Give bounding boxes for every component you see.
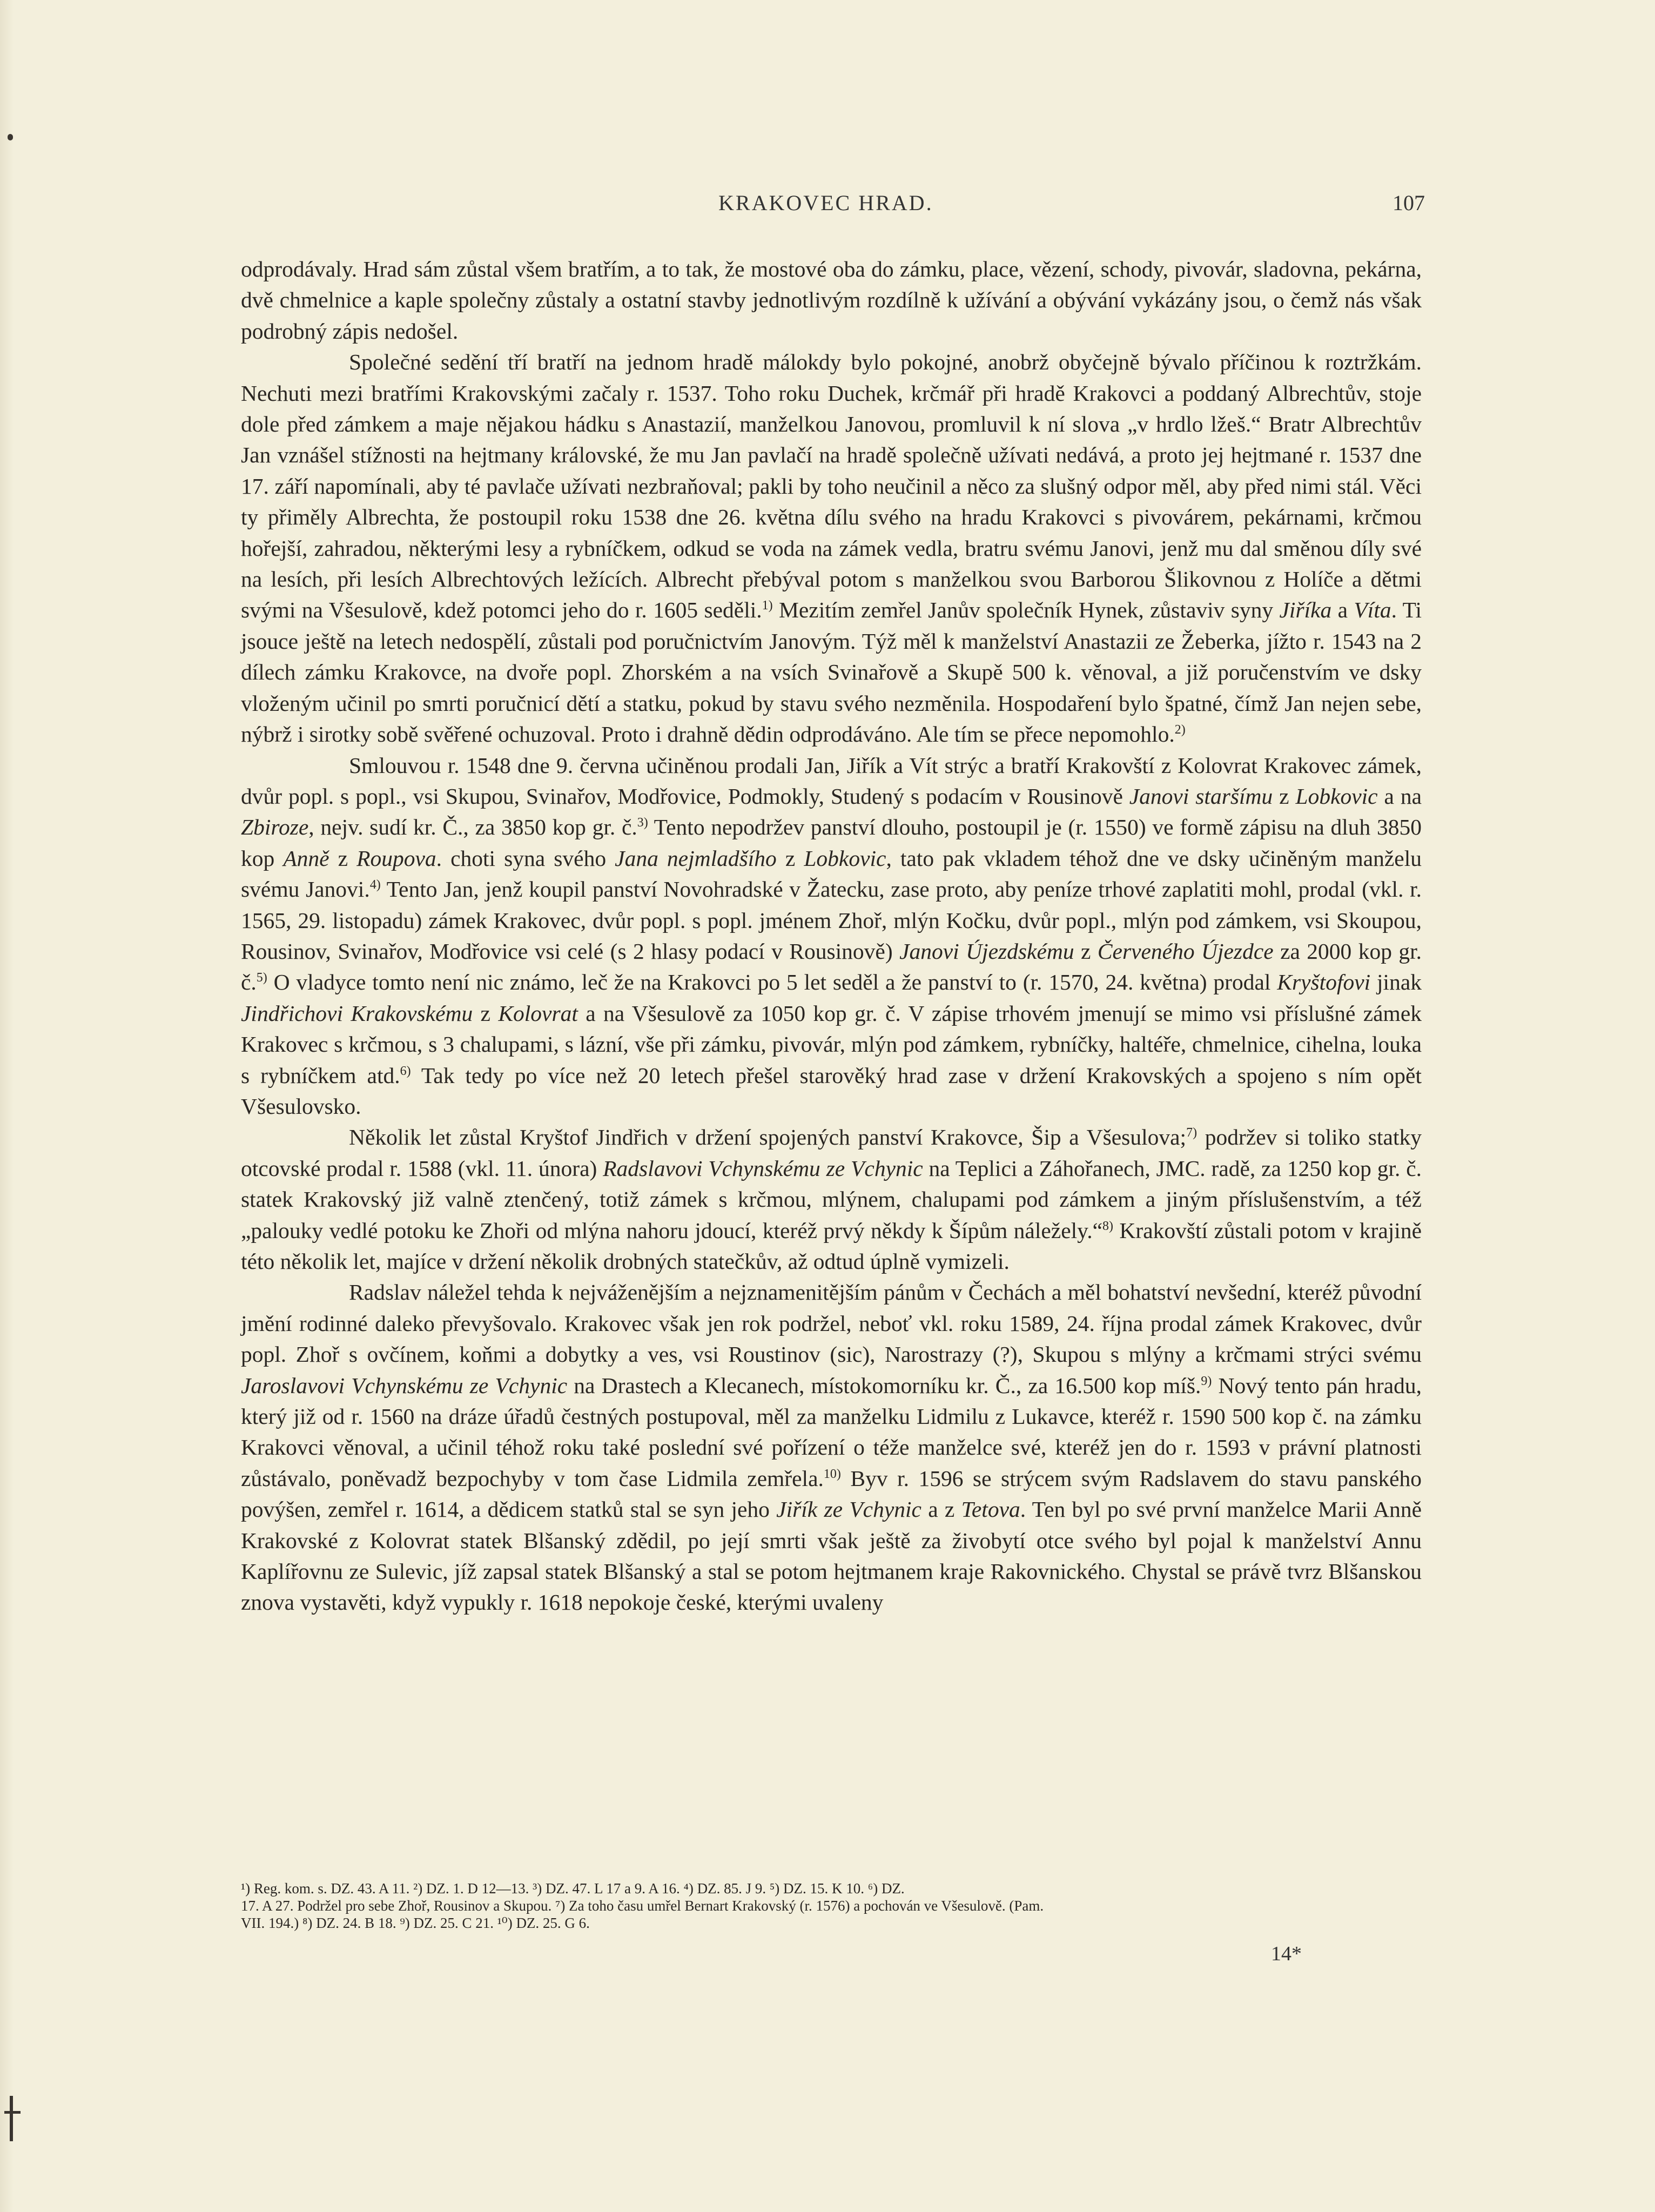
running-header [0,190,1655,228]
page-number: 107 [1392,191,1425,215]
text-run: , tato pak vkladem téhož dne ve dsky učiněným manželu svému Janovi. [241,845,1422,902]
running-title: KRAKOVEC HRAD. [718,191,933,215]
text-run: Byv r. 1596 se strýcem svým Radslavem do stavu panského povýšen, zemřel r. 1614, a dědicem statků stal se syn jeho [241,1465,1422,1522]
italic-name: Jiříka [1279,597,1332,623]
italic-name: Zbiroze [241,815,309,840]
text-run: a z [921,1497,961,1522]
text-run: Krakovští zůstali potom v krajině této několik let, majíce v držení několik drobných statečkův, až odtud úplně vymizeli. [241,1218,1422,1274]
text-run: za 2000 kop gr. č. [241,938,1422,995]
paragraph [241,254,1422,347]
paragraph [241,750,1422,1122]
text-run: Mezitím zemřel Janův společník Hynek, zůstaviv syny [772,597,1280,623]
italic-name: Jindřichovi Krakovskému [241,1000,473,1026]
italic-name: Kryštofovi [1277,970,1371,995]
text-run: , nejv. sudí kr. Č., za 3850 kop gr. č. [308,815,637,840]
italic-name: Janovi Újezdskému [899,938,1074,964]
text-run: z [473,1000,499,1026]
text-run: . choti syna svého [436,845,615,871]
signature-mark: 14* [1271,1942,1302,1965]
text-run: z [329,845,357,871]
italic-name: Jiřík ze Vchynic [776,1497,921,1522]
text-run: Společné sedění tří bratří na jednom hradě málokdy bylo pokojné, anobrž obyčejně bývalo příčinou k roztržkám. Nechuti mezi bratřími Krakovskými začaly r. 1537. Toho roku Duchek, krčmář při hradě Krakovci a poddaný Albrechtův, stoje dole před zámkem a maje nějakou hádku s Anastazií, manželkou Janovou, promluvil k ní slova „v hrdlo lžeš.“ Bratr Albrechtův Jan vznášel stížnosti na hejtmany královské, že mu Jan pavlačí na hradě společně užívati nedává, a proto jej hejtmané r. 1537 dne 17. září napomínali, aby té pavlače užívati nezbraňoval; pakli by toho neučinil a něco za slušný odpor měl, aby před nimi stál. Věci ty přiměly Albrechta, že postoupil roku 1538 dne 26. května dílu svého na hradu Krakovci s pivovárem, pekárnami, krčmou hořejší, zahradou, některými lesy a rybníčkem, odkud se voda na zámek vedla, bratru svému Janovi, jenž mu dal směnou díly své na lesích, při lesích Albrechtových ležících. Albrecht přebýval potom s manželkou svou Barborou Šlikovnou z Holíče a dětmi svými na Všesulově, kdež potomci jeho do r. 1605 seděli. [241,349,1422,623]
text-run: z [1074,938,1098,964]
text-run: Tento nepodržev panství dlouho, postoupil je (r. 1550) ve formě zápisu na dluh 3850 kop [241,815,1422,871]
footnote-ref: 7) [1186,1126,1197,1140]
italic-name: Anně [283,845,329,871]
text-run: Tak tedy po více než 20 letech přešel starověký hrad zase v držení Krakovských a spojeno s ním opět Všesulovsko. [241,1063,1422,1119]
text-run: O vladyce tomto není nic známo, leč že na Krakovci po 5 let seděl a že panství to (r. 1570, 24. května) prodal [267,970,1277,995]
text-run: z [1273,783,1296,809]
paragraph [241,1122,1422,1277]
footnotes [241,1880,1422,1932]
footnote-ref: 9) [1201,1374,1212,1388]
footnote-line: VII. 194.) ⁸) DZ. 24. B 18. ⁹) DZ. 25. C 21. ¹⁰) DZ. 25. G 6. [241,1915,590,1931]
text-run: jinak [1370,970,1422,995]
text-run: a na [1377,783,1422,809]
italic-name: Červeného Újezdce [1097,938,1274,964]
text-run: Radslav náležel tehda k nejváženějším a nejznamenitějším pánům v Čechách a měl bohatství nevšední, kteréž původní jmění rodinné daleko převyšovalo. Krakovec však jen rok podržel, neboť vkl. roku 1589, 24. října prodal zámek Krakovec, dvůr popl. Zhoř s ovčínem, koňmi a dobytky a ves, vsi Roustinov (sic), Narostrazy (?), Skupou s mlýny a krčmami strýci svému [241,1280,1422,1367]
text-run: z [776,845,804,871]
page-edge [0,0,14,2212]
footnote-ref: 3) [637,816,648,830]
footnote-line: 17. A 27. Podržel pro sebe Zhoř, Rousinov a Skupou. ⁷) Za toho času umřel Bernart Krakovský (r. 1576) a pochován ve Všesulově. (Pam. [241,1898,1044,1914]
text-run: Nový tento pán hradu, který již od r. 1560 na dráze úřadů čestných postupoval, měl za manželku Lidmilu z Lukavce, kteréž r. 1590 500 kop č. na zámku Krakovci věnoval, a učinil téhož roku také poslední své pořízení o téže manželce své, kteréž jen do r. 1593 v právní platnosti zůstávalo, poněvadž bezpochyby v tom čase Lidmila zemřela. [241,1373,1422,1491]
footnote-ref: 5) [256,971,267,985]
italic-name: Tetova [961,1497,1020,1522]
text-run: podržev si toliko statky otcovské prodal r. 1588 (vkl. 11. února) [241,1125,1422,1181]
italic-name: Jana nejmladšího [615,845,777,871]
footnote-ref: 6) [400,1064,411,1078]
italic-name: Janovi staršímu [1129,783,1273,809]
italic-name: Lobkovic [804,845,886,871]
text-run: na Teplici a Záhořanech, JMC. radě, za 1250 kop gr. č. statek Krakovský již valně ztenčený, totiž zámek s krčmou, mlýnem, chalupami pod zámkem a jiným příslušenstvím, a též „palouky vedlé potoku ke Zhoři od mlýna nahoru jdoucí, kteréž prvý někdy k Šípům náležely.“ [241,1155,1422,1243]
footnote-ref: 8) [1102,1219,1114,1233]
footnote-line: ¹) Reg. kom. s. DZ. 43. A 11. ²) DZ. 1. D 12—13. ³) DZ. 47. L 17 a 9. A 16. ⁴) DZ. 85. J 9. ⁵) DZ. 15. K 10. ⁶) DZ. [241,1880,905,1897]
margin-tick [10,2096,13,2141]
text-run: na Drastech a Klecanech, místokomorníku kr. Č., za 16.500 kop míš. [567,1373,1201,1398]
paragraph [241,1277,1422,1618]
text-run: a [1331,597,1354,623]
italic-name: Lobkovic [1295,783,1378,809]
italic-name: Roupova [356,845,436,871]
text-run: Smlouvou r. 1548 dne 9. června učiněnou prodali Jan, Jiřík a Vít strýc a bratří Krakovští z Kolovrat Krakovec zámek, dvůr popl. s popl., vsi Skupou, Svinařov, Modřovice, Podmokly, Studený s podacím v Rousinově [241,752,1422,809]
text-run: . Ti jsouce ještě na letech nedospělí, zůstali pod poručnictvím Janovým. Týž měl k manželství Anastazii ze Žeberka, jížto r. 1543 na 2 dílech zámku Krakovce, na dvoře popl. Zhorském a na vsích Svinařově a Skupě 500 k. věnoval, a již poručenstvím ve dsky vloženým učinil po smrti poručnicí dětí a statku, pokud by stavu svého nezměnila. Hospodaření bylo špatné, čímž Jan nejen sebe, nýbrž i sirotky sobě svěřené ochuzoval. Proto i drahně dědin odprodáváno. Ale tím se přece nepomohlo. [241,597,1422,747]
text-run: a na Všesulově za 1050 kop gr. č. V zápise trhovém jmenují se mimo vsi příslušné zámek Krakovec s krčmou, s 3 chalupami, s lázní, vše při zámku, pivovár, mlýn pod zámkem, rybníčky, haltéře, chmelnice, cihelna, louka s rybníčkem atd. [241,1000,1422,1088]
italic-name: Radslavovi Vchynskému ze Vchynic [603,1155,923,1181]
italic-name: Kolovrat [498,1000,578,1026]
italic-name: Jaroslavovi Vchynskému ze Vchynic [241,1373,568,1398]
paragraph [241,347,1422,750]
text-run: Několik let zůstal Kryštof Jindřich v držení spojených panství Krakovce, Šip a Všesulova; [349,1125,1187,1150]
footnote-ref: 10) [823,1467,841,1482]
body-text [241,254,1422,1618]
text-run: . Ten byl po své první manželce Marii Anně Krakovské z Kolovrat statek Blšanský zdědil, po její smrti však ještě za živobytí otce svého byl pojal k manželství Annu Kaplířovnu ze Sulevic, jíž zapsal statek Blšanský a stal se potom hejtmanem kraje Rakovnického. Chystal se právě tvrz Blšanskou znova vystavěti, když vypukly r. 1618 nepokoje české, kterými uvaleny [241,1497,1422,1615]
margin-dot [8,134,13,140]
text-run: Tento Jan, jenž koupil panství Novohradské v Žatecku, zase proto, aby peníze trhové zaplatiti mohl, prodal (vkl. r. 1565, 29. listopadu) zámek Krakovec, dvůr popl. s popl. jménem Zhoř, mlýn Kočku, dvůr popl., mlýn pod zámkem, vsi Skoupou, Rousinov, Svinařov, Modřovice vsi celé (s 2 hlasy podací v Rousinově) [241,877,1422,964]
footnote-ref: 1) [762,599,773,613]
text-run: odprodávaly. Hrad sám zůstal všem bratřím, a to tak, že mostové oba do zámku, place, vězení, schody, pivovár, sladovna, pekárna, dvě chmelnice a kaple společny zůstaly a ostatní stavby jednotlivým rozdílně k užívání a obývání vykázány jsou, o čemž nás však podrobný zápis nedošel. [241,257,1422,344]
footnote-ref: 4) [369,878,381,892]
italic-name: Víta [1354,597,1391,623]
footnote-ref: 2) [1174,723,1186,737]
margin-tick-bar [4,2111,21,2114]
